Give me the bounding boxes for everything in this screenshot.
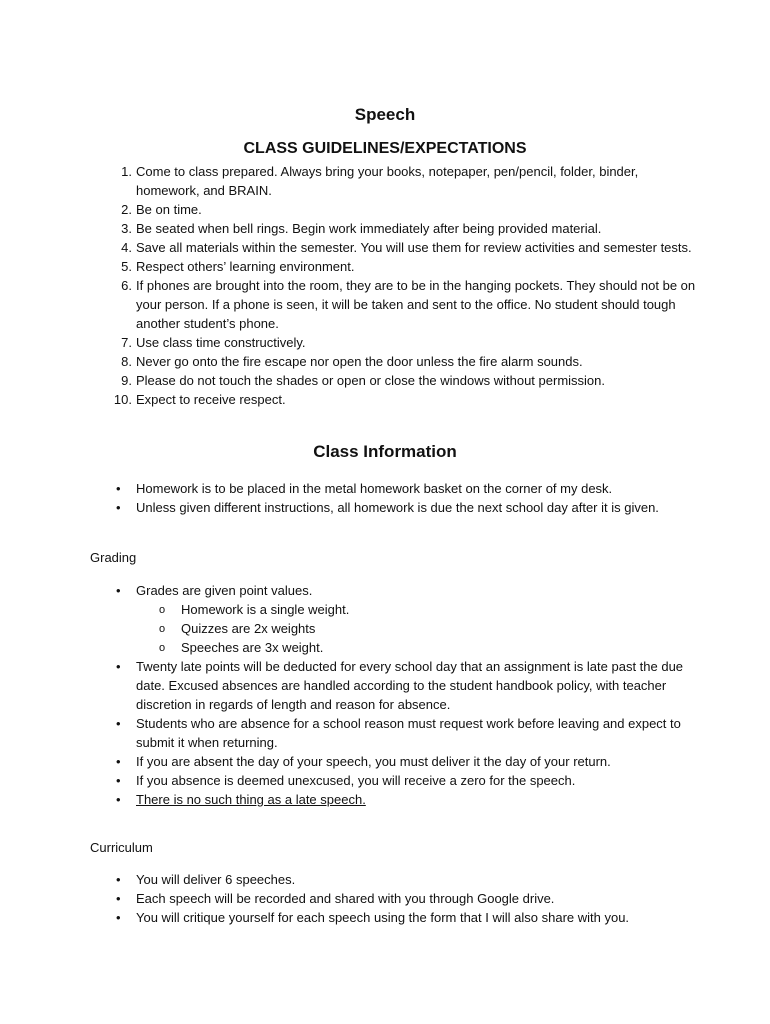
- item-text: Be seated when bell rings. Begin work immediately after being provided material.: [136, 221, 602, 236]
- item-text: Respect others’ learning environment.: [136, 259, 355, 274]
- grading-weights-list: [136, 600, 696, 657]
- item-number: 9.: [121, 373, 132, 388]
- list-item: • Twenty late points will be deducted for every school day that an assignment is late past the due date. Excused absences are handled according to the student handbook policy, with teacher discretion in regards of length and reason for absence.: [136, 657, 696, 714]
- list-item: [121, 238, 696, 257]
- item-text: If phones are brought into the room, they are to be in the hanging pockets. They should not be on your person. If a phone is seen, it will be taken and sent to the office. No student should tough another student’s phone.: [136, 278, 696, 331]
- item-text: Use class time constructively.: [136, 335, 306, 350]
- item-number: 6.: [121, 278, 132, 293]
- list-item: • If you absence is deemed unexcused, you will receive a zero for the speech.: [136, 771, 696, 790]
- sub-list-item: o Speeches are 3x weight.: [181, 638, 696, 657]
- list-item: • You will critique yourself for each speech using the form that I will also share with you.: [136, 908, 696, 927]
- list-item: • If you are absent the day of your speech, you must deliver it the day of your return.: [136, 752, 696, 771]
- class-information-list: [136, 479, 696, 517]
- list-item: • Unless given different instructions, all homework is due the next school day after it is given.: [136, 498, 696, 517]
- list-item: [121, 352, 696, 371]
- class-information-heading: Class Information: [313, 442, 457, 461]
- list-item: [136, 790, 696, 809]
- grading-list: [136, 581, 696, 809]
- list-item: [121, 371, 696, 390]
- sub-list-item: o Quizzes are 2x weights: [181, 619, 696, 638]
- item-number: 5.: [121, 259, 132, 274]
- item-number: 4.: [121, 240, 132, 255]
- list-item: • Homework is to be placed in the metal homework basket on the corner of my desk.: [136, 479, 696, 498]
- list-item: [121, 200, 696, 219]
- curriculum-label: Curriculum: [90, 840, 153, 855]
- guidelines-heading: CLASS GUIDELINES/EXPECTATIONS: [243, 140, 527, 157]
- list-item: [121, 257, 696, 276]
- list-item: [121, 333, 696, 352]
- item-text: Be on time.: [136, 202, 202, 217]
- list-item: [121, 276, 696, 333]
- item-text: Come to class prepared. Always bring your books, notepaper, pen/pencil, folder, binder, homework, and BRAIN.: [136, 164, 639, 198]
- item-text: Please do not touch the shades or open or close the windows without permission.: [136, 373, 605, 388]
- grading-label: Grading: [90, 550, 137, 565]
- item-number: 7.: [121, 335, 132, 350]
- list-item: [136, 581, 696, 657]
- document-title: Speech: [354, 105, 416, 124]
- item-text: Never go onto the fire escape nor open the door unless the fire alarm sounds.: [136, 354, 583, 369]
- list-item: [121, 219, 696, 238]
- list-item: • Each speech will be recorded and shared with you through Google drive.: [136, 889, 696, 908]
- list-item: [121, 162, 696, 200]
- sub-list-item: o Homework is a single weight.: [181, 600, 696, 619]
- item-number: 8.: [121, 354, 132, 369]
- list-item: • Students who are absence for a school reason must request work before leaving and expect to submit it when returning.: [136, 714, 696, 752]
- guidelines-list: [113, 162, 696, 409]
- item-number: 1.: [121, 164, 132, 179]
- item-text: Save all materials within the semester. You will use them for review activities and semester tests.: [136, 240, 692, 255]
- item-number: 2.: [121, 202, 132, 217]
- list-item: • You will deliver 6 speeches.: [136, 870, 696, 889]
- item-number: 3.: [121, 221, 132, 236]
- list-item: [113, 390, 696, 409]
- item-text: Grades are given point values.: [136, 583, 313, 598]
- item-number: 10.: [113, 392, 132, 407]
- curriculum-list: [136, 870, 696, 927]
- item-text: Expect to receive respect.: [136, 392, 286, 407]
- late-speech-note: There is no such thing as a late speech.: [136, 792, 366, 807]
